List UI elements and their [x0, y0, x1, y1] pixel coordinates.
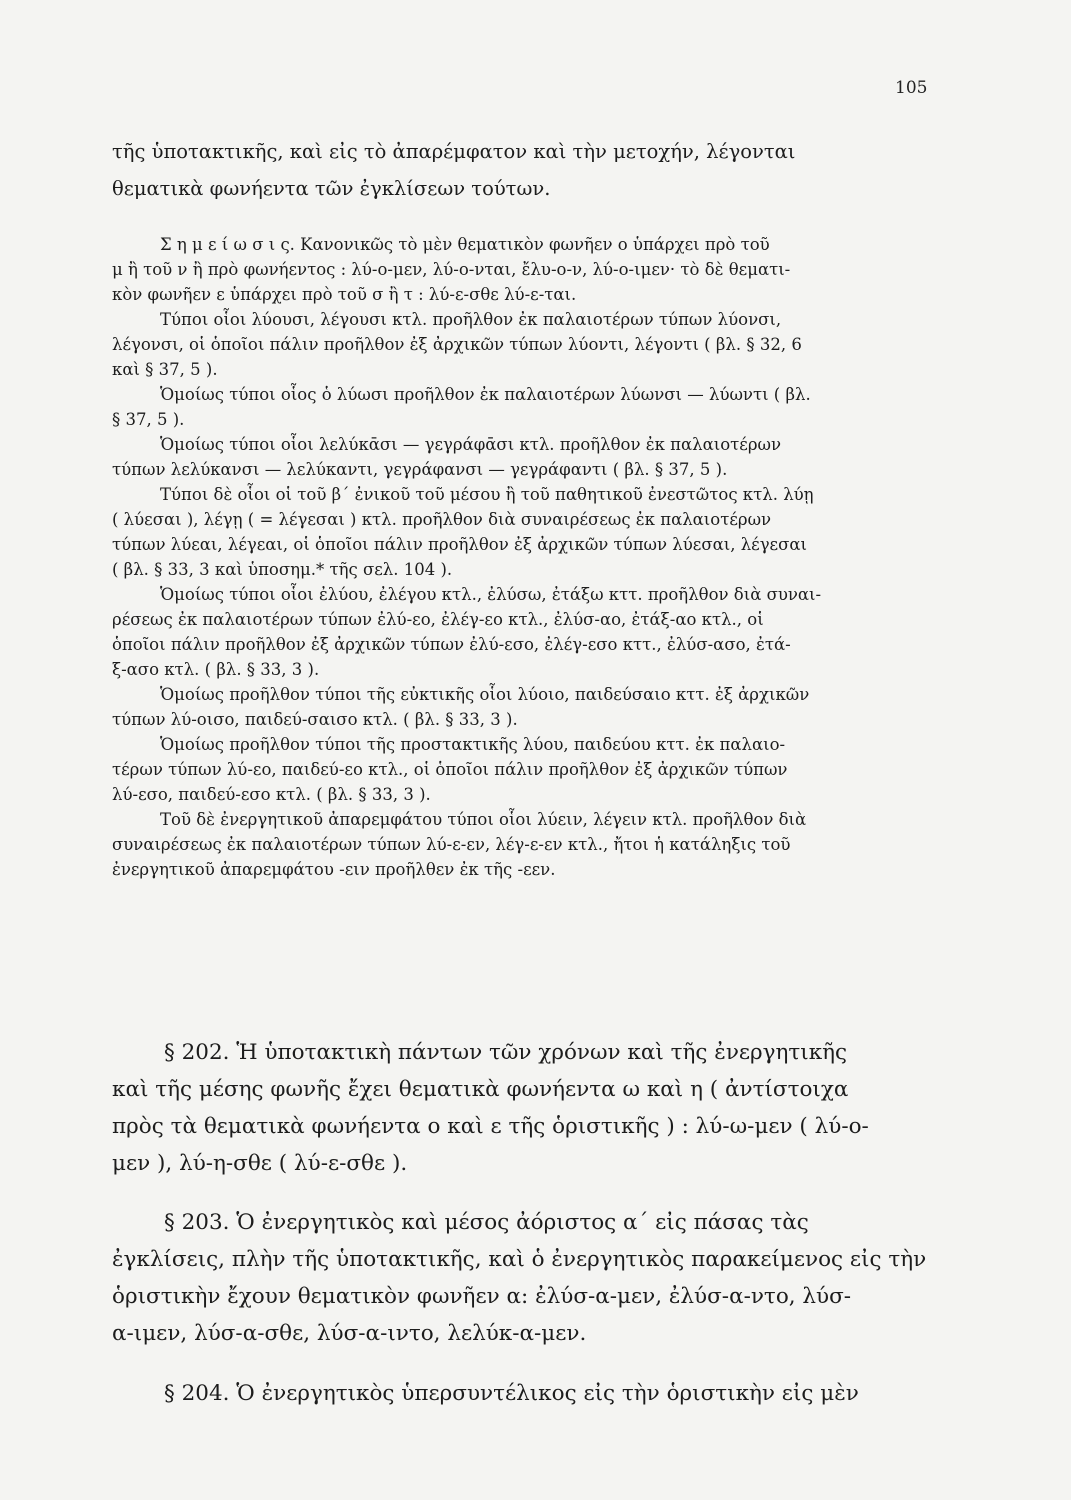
section-line: καὶ τῆς μέσης φωνῆς ἔχει θεματικὰ φωνήεντα ω καὶ η ( ἀντίστοιχα [112, 1077, 849, 1102]
note-line: ἐνεργητικοῦ ἀπαρεμφάτου -ειν προῆλθεν ἐκ τῆς -εεν. [112, 860, 556, 879]
note-line: κὸν φωνῆεν ε ὑπάρχει πρὸ τοῦ σ ἢ τ : λύ-ε-σθε λύ-ε-ται. [112, 285, 577, 304]
note-line: Τοῦ δὲ ἐνεργητικοῦ ἀπαρεμφάτου τύποι οἷοι λύειν, λέγειν κτλ. προῆλθον διὰ [160, 810, 807, 829]
note-line: συναιρέσεως ἐκ παλαιοτέρων τύπων λύ-ε-εν, λέγ-ε-εν κτλ., ἤτοι ἡ κατάληξις τοῦ [112, 835, 791, 854]
note-line: Ὁμοίως προῆλθον τύποι τῆς προστακτικῆς λύου, παιδεύου κττ. ἐκ παλαιο- [160, 735, 786, 754]
intro-line: τῆς ὑποτακτικῆς, καὶ εἰς τὸ ἀπαρέμφατον καὶ τὴν μετοχήν, λέγονται [112, 140, 796, 163]
section-line: § 202. Ἡ ὑποτακτικὴ πάντων τῶν χρόνων καὶ τῆς ἐνεργητικῆς [164, 1040, 848, 1065]
section-line: α-ιμεν, λύσ-α-σθε, λύσ-α-ιντο, λελύκ-α-μεν. [112, 1321, 587, 1346]
note-line: ξ-ασο κτλ. ( βλ. § 33, 3 ). [112, 660, 320, 679]
section-203 [112, 1204, 952, 1352]
note-line: μ ἢ τοῦ ν ἢ πρὸ φωνήεντος : λύ-ο-μεν, λύ-ο-νται, ἔλυ-ο-ν, λύ-ο-ιμεν· τὸ δὲ θεματι- [112, 260, 791, 279]
page-number: 105 [895, 78, 928, 98]
note-line: Ὁμοίως προῆλθον τύποι τῆς εὐκτικῆς οἷοι λύοιο, παιδεύσαιο κττ. ἐξ ἀρχικῶν [160, 685, 810, 704]
note-line: Τύποι δὲ οἷοι οἱ τοῦ β΄ ἐνικοῦ τοῦ μέσου ἢ τοῦ παθητικοῦ ἐνεστῶτος κτλ. λύῃ [160, 485, 814, 504]
note-line: Τύποι οἷοι λύουσι, λέγουσι κτλ. προῆλθον ἐκ παλαιοτέρων τύπων λύονσι, [160, 310, 782, 329]
note-line: Ὁμοίως τύποι οἷος ὁ λύωσι προῆλθον ἐκ παλαιοτέρων λύωνσι — λύωντι ( βλ. [160, 385, 811, 404]
note-line: λύ-εσο, παιδεύ-εσο κτλ. ( βλ. § 33, 3 ). [112, 785, 431, 804]
section-line: μεν ), λύ-η-σθε ( λύ-ε-σθε ). [112, 1151, 408, 1176]
note-line: ( βλ. § 33, 3 καὶ ὑποσημ.* τῆς σελ. 104 ). [112, 560, 453, 579]
section-line: ἐγκλίσεις, πλὴν τῆς ὑποτακτικῆς, καὶ ὁ ἐνεργητικὸς παρακείμενος εἰς τὴν [112, 1247, 927, 1272]
note-line: § 37, 5 ). [112, 410, 185, 429]
note-line: τύπων λύεαι, λέγεαι, οἱ ὁποῖοι πάλιν προῆλθον ἐξ ἀρχικῶν τύπων λύεσαι, λέγεσαι [112, 535, 807, 554]
section-line: § 203. Ὁ ἐνεργητικὸς καὶ μέσος ἀόριστος α΄ εἰς πάσας τὰς [164, 1210, 809, 1235]
section-line: πρὸς τὰ θεματικὰ φωνήεντα ο καὶ ε τῆς ὁριστικῆς ) : λύ-ω-μεν ( λύ-ο- [112, 1114, 869, 1139]
note-line: ( λύεσαι ), λέγῃ ( = λέγεσαι ) κτλ. προῆλθον διὰ συναιρέσεως ἐκ παλαιοτέρων [112, 510, 772, 529]
note-line: ὁποῖοι πάλιν προῆλθον ἐξ ἀρχικῶν τύπων ἐλύ-εσο, ἐλέγ-εσο κττ., ἐλύσ-ασο, ἐτά- [112, 635, 791, 654]
note-line: Ὁμοίως τύποι οἷοι ἐλύου, ἐλέγου κτλ., ἐλύσω, ἐτάξω κττ. προῆλθον διὰ συναι- [160, 585, 822, 604]
note-line: τύπων λελύκανσι — λελύκαντι, γεγράφανσι — γεγράφαντι ( βλ. § 37, 5 ). [112, 460, 728, 479]
section-204 [112, 1375, 952, 1412]
note-line: Σ η μ ε ί ω σ ι ς. Κανονικῶς τὸ μὲν θεματικὸν φωνῆεν ο ὑπάρχει πρὸ τοῦ [160, 235, 770, 254]
intro-line: θεματικὰ φωνήεντα τῶν ἐγκλίσεων τούτων. [112, 177, 551, 200]
section-line: § 204. Ὁ ἐνεργητικὸς ὑπερσυντέλικος εἰς τὴν ὁριστικὴν εἰς μὲν [164, 1381, 859, 1406]
note-line: τύπων λύ-οισο, παιδεύ-σαισο κτλ. ( βλ. § 33, 3 ). [112, 710, 518, 729]
section-202 [112, 1034, 952, 1182]
note-line: Ὁμοίως τύποι οἷοι λελύκᾱσι — γεγράφᾱσι κτλ. προῆλθον ἐκ παλαιοτέρων [160, 435, 782, 454]
note-block [112, 232, 952, 882]
section-line: ὁριστικὴν ἔχουν θεματικὸν φωνῆεν α: ἐλύσ-α-μεν, ἐλύσ-α-ντο, λύσ- [112, 1284, 852, 1309]
note-line: καὶ § 37, 5 ). [112, 360, 218, 379]
intro-paragraph [112, 133, 952, 207]
note-line: τέρων τύπων λύ-εο, παιδεύ-εο κτλ., οἱ ὁποῖοι πάλιν προῆλθον ἐξ ἀρχικῶν τύπων [112, 760, 788, 779]
note-line: λέγονσι, οἱ ὁποῖοι πάλιν προῆλθον ἐξ ἀρχικῶν τύπων λύοντι, λέγοντι ( βλ. § 32, 6 [112, 335, 802, 354]
note-line: ρέσεως ἐκ παλαιοτέρων τύπων ἐλύ-εο, ἐλέγ-εο κτλ., ἐλύσ-αο, ἐτάξ-αο κτλ., οἱ [112, 610, 764, 629]
